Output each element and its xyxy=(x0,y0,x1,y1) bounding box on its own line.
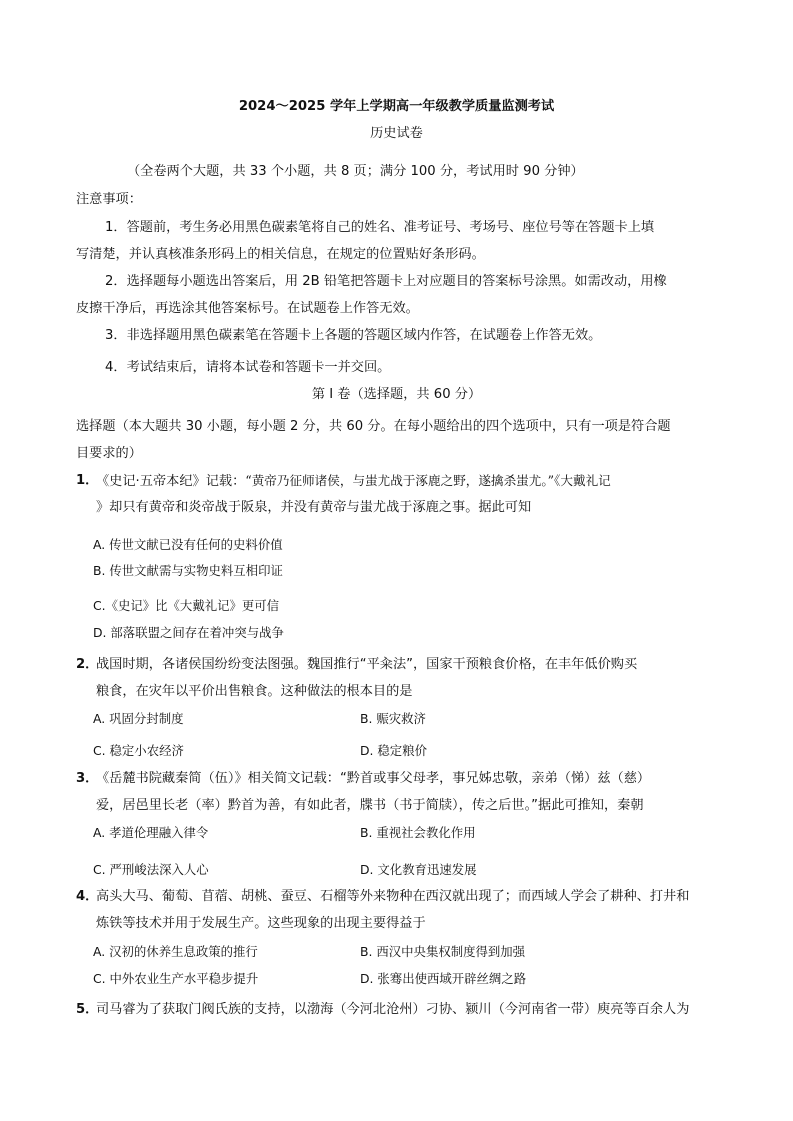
question-number: 2． xyxy=(76,657,99,672)
note-1-line-2: 写清楚，并认真核准条形码上的相关信息，在规定的位置贴好条形码。 xyxy=(76,247,485,262)
question-number: 4． xyxy=(76,889,99,904)
note-4: 4．考试结束后，请将本试卷和答题卡一并交回。 xyxy=(105,360,391,375)
question-stem-line-1: 高头大马、葡萄、苜蓿、胡桃、蚕豆、石榴等外来物种在西汉就出现了；而西域人学会了耕种、打井和 xyxy=(96,889,690,904)
section-intro-line-2: 目要求的） xyxy=(76,446,142,461)
question-stem-quote: “黄帝乃征师诸侯，与蚩尤战于涿鹿之野，遂擒杀蚩尤。”《大戴礼记 xyxy=(245,473,611,488)
option-c: C. 中外农业生产水平稳步提升 xyxy=(93,971,259,986)
question-stem-line-2: 炼铁等技术并用于发展生产。这些现象的出现主要得益于 xyxy=(96,916,426,931)
note-3: 3．非选择题用黑色碳素笔在答题卡上各题的答题区域内作答，在试题卷上作答无效。 xyxy=(105,328,602,343)
question-stem-line-1: 司马睿为了获取门阀氏族的支持，以渤海（今河北沧州）刁协、颍川（今河南省一带）庾亮等百余人为 xyxy=(96,1002,690,1017)
option-c: C. 严刑峻法深入人心 xyxy=(93,862,209,877)
option-c: C.《史记》比《大戴礼记》更可信 xyxy=(93,598,280,613)
question-stem-line-2: 粮食，在灾年以平价出售粮食。这种做法的根本目的是 xyxy=(96,684,413,699)
option-b: B. 重视社会教化作用 xyxy=(360,825,476,840)
note-2-line-2: 皮擦干净后，再选涂其他答案标号。在试题卷上作答无效。 xyxy=(76,301,419,316)
exam-subject: 历史试卷 xyxy=(370,126,423,141)
section-intro-line-1: 选择题（本大题共 30 小题，每小题 2 分，共 60 分。在每小题给出的四个选项中，只有一项是符合题 xyxy=(76,419,671,434)
note-1-line-1: 1．答题前，考生务必用黑色碳素笔将自己的姓名、准考证号、考场号、座位号等在答题卡上填 xyxy=(105,220,655,235)
question-stem-line-1: 《岳麓书院藏秦简（伍）》相关简文记载：“黔首或事父母孝，事兄姊忠敬，亲弟（悌）兹（慈） xyxy=(96,771,651,786)
option-b: B. 赈灾救济 xyxy=(360,711,426,726)
option-b: B. 西汉中央集权制度得到加强 xyxy=(360,944,526,959)
option-a: A. 汉初的休养生息政策的推行 xyxy=(93,944,258,959)
question-number: 5． xyxy=(76,1002,99,1017)
exam-title: 2024～2025 学年上学期高一年级教学质量监测考试 xyxy=(238,99,555,114)
question-number: 1． xyxy=(76,473,99,488)
question-stem-source: 《史记·五帝本纪》记载： xyxy=(96,474,246,489)
option-d: D. 部落联盟之间存在着冲突与战争 xyxy=(93,625,284,640)
option-a: A. 传世文献已没有任何的史料价值 xyxy=(93,537,283,552)
question-number: 3． xyxy=(76,771,99,786)
option-d: D. 文化教育迅速发展 xyxy=(360,862,477,877)
exam-info: （全卷两个大题，共 33 个小题，共 8 页；满分 100 分，考试用时 90 分钟） xyxy=(127,164,584,179)
question-stem-line-2: 》却只有黄帝和炎帝战于阪泉，并没有黄帝与蚩尤战于涿鹿之事。据此可知 xyxy=(96,500,532,515)
question-stem-line-2: 爱，居邑里长老（率）黔首为善，有如此者，牒书（书于简牍），传之后世。”据此可推知，秦朝 xyxy=(96,798,644,813)
option-d: D. 稳定粮价 xyxy=(360,743,427,758)
note-2-line-1: 2．选择题每小题选出答案后，用 2B 铅笔把答题卡上对应题目的答案标号涂黑。如需改动，用橡 xyxy=(105,274,667,289)
question-stem-line-1 xyxy=(96,471,611,492)
option-d: D. 张骞出使西域开辟丝绸之路 xyxy=(360,971,527,986)
option-c: C. 稳定小农经济 xyxy=(93,743,184,758)
section-title: 第 I 卷（选择题，共 60 分） xyxy=(311,387,482,402)
option-a: A. 巩固分封制度 xyxy=(93,711,184,726)
option-b: B. 传世文献需与实物史料互相印证 xyxy=(93,563,283,578)
question-stem-line-1: 战国时期，各诸侯国纷纷变法图强。魏国推行“平籴法”，国家干预粮食价格，在丰年低价购买 xyxy=(96,657,638,672)
notes-heading: 注意事项： xyxy=(76,192,142,207)
option-a: A. 孝道伦理融入律令 xyxy=(93,825,209,840)
